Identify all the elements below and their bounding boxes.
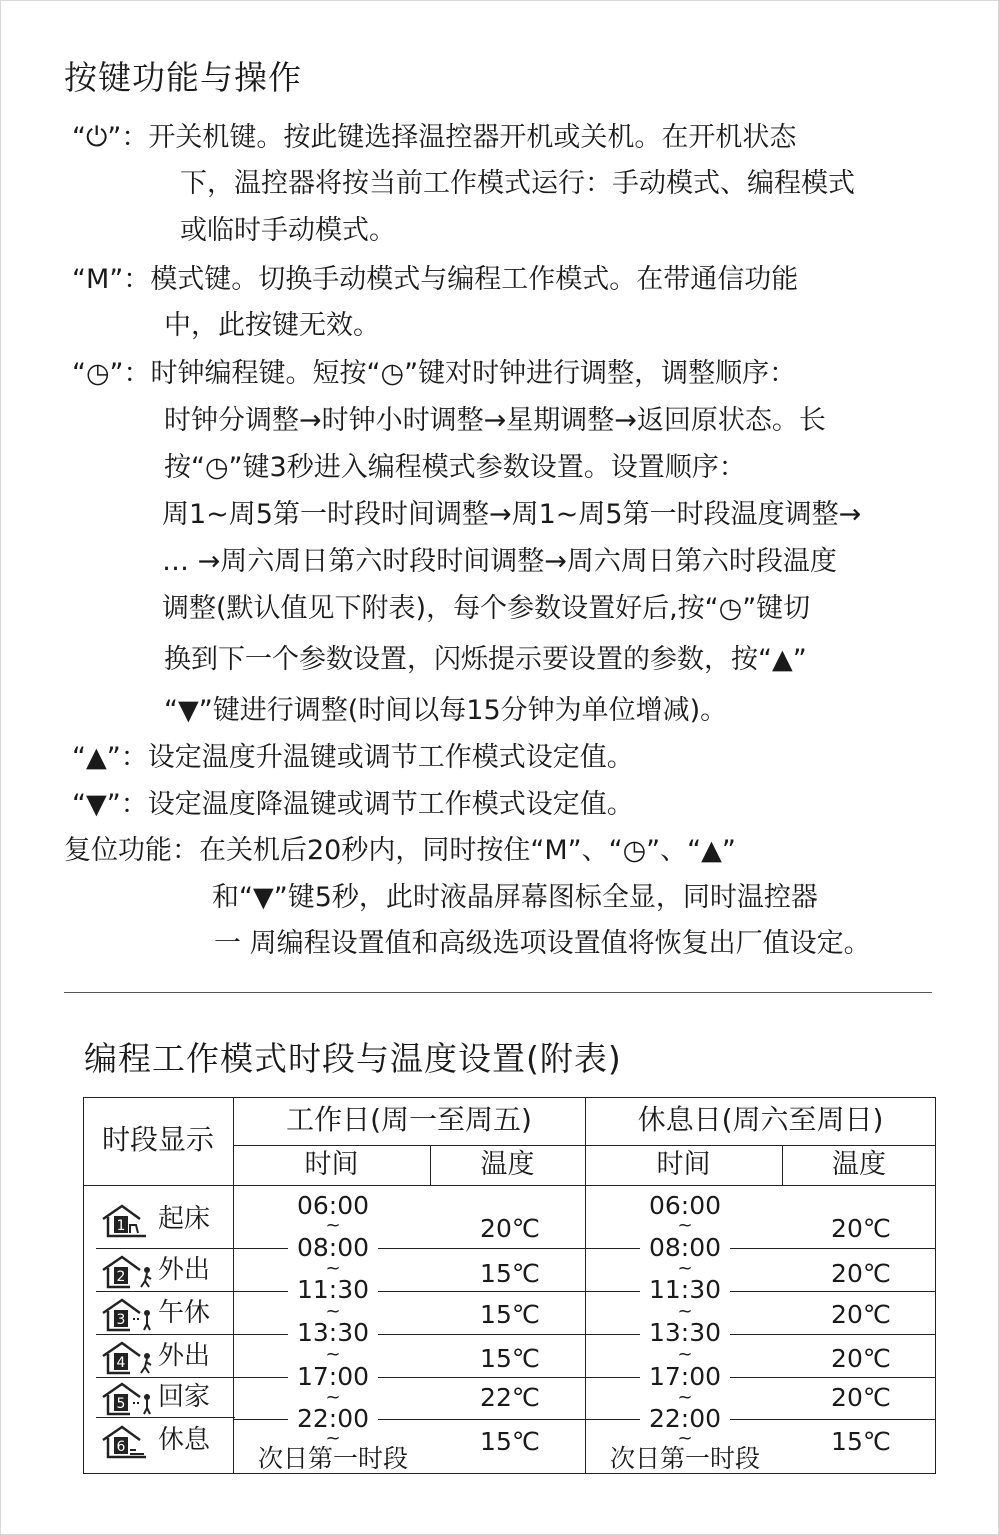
row-line [96,1377,235,1378]
svg-text:4: 4 [116,1355,126,1371]
text-line: 复位功能：在关机后20秒内，同时按住“M”、“◷”、“▲” [64,835,736,866]
row-line [96,1248,235,1249]
text-line: “▼”：设定温度降温键或调节工作模式设定值。 [72,789,634,820]
text-line: 周1~周5第一时段时间调整→周1~周5第一时段温度调整→ [162,499,862,530]
period-label: 休息 [158,1425,211,1455]
period-label: 外出 [158,1255,211,1285]
tilde: ~ [325,1215,341,1236]
period-row-5 [100,1379,230,1417]
workday-temp: 22℃ [480,1383,540,1412]
workday-temp: 20℃ [480,1214,540,1243]
text-line: 按“◷”键3秒进入编程模式参数设置。设置顺序： [164,452,746,483]
house-sleep-icon [100,1424,150,1460]
text-line: 调整(默认值见下附表)，每个参数设置好后,按“◷”键切 [162,593,811,624]
tilde: ~ [677,1301,693,1322]
section-title-keys: 按键功能与操作 [64,58,302,97]
header-workday: 工作日(周一至周五) [286,1103,532,1136]
house-wakeup-icon [100,1203,150,1239]
text-line: 和“▼”键5秒，此时液晶屏幕图标全显，同时温控器 [212,882,818,913]
period-row-6 [100,1422,230,1460]
section-divider [64,992,932,993]
workday-time: 17:00 [296,1362,370,1391]
text-line: 中，此按键无效。 [164,310,380,341]
workday-time: 11:30 [296,1275,370,1304]
restday-time: 次日第一时段 [609,1444,760,1473]
header-restday: 休息日(周六至周日) [637,1103,884,1136]
restday-time: 08:00 [648,1233,722,1262]
table-line [233,1145,936,1146]
row-line [96,1334,235,1335]
restday-temp: 15℃ [831,1427,891,1456]
restday-time: 17:00 [648,1362,722,1391]
text-line: “⏻”：开关机键。按此键选择温控器开机或关机。在开机状态 [72,122,797,153]
restday-temp: 20℃ [831,1300,891,1329]
workday-time: 08:00 [296,1233,370,1262]
workday-temp: 15℃ [480,1259,540,1288]
period-row-4 [100,1338,230,1376]
workday-temp: 15℃ [480,1427,540,1456]
period-label: 外出 [158,1341,211,1371]
tilde: ~ [325,1301,341,1322]
text-line: … →周六周日第六时段时间调整→周六周日第六时段温度 [162,546,837,577]
tilde: ~ [325,1258,341,1279]
period-label: 回家 [158,1382,211,1412]
svg-text:3: 3 [116,1312,126,1328]
text-line: “◷”：时钟编程键。短按“◷”键对时钟进行调整，调整顺序： [72,358,797,389]
period-row-2 [100,1252,230,1290]
tilde: ~ [677,1387,693,1408]
section-title-schedule: 编程工作模式时段与温度设置(附表) [84,1039,622,1078]
text-line: “▲”：设定温度升温键或调节工作模式设定值。 [72,742,634,773]
text-line: 一 周编程设置值和高级选项设置值将恢复出厂值设定。 [214,928,871,959]
restday-time: 06:00 [648,1191,722,1220]
svg-text:6: 6 [116,1439,126,1455]
header-period: 时段显示 [101,1123,214,1156]
svg-text:5: 5 [116,1396,126,1412]
house-return-icon [100,1381,156,1417]
text-line: 下，温控器将按当前工作模式运行：手动模式、编程模式 [180,168,855,199]
tilde: ~ [325,1428,341,1449]
period-row-3 [100,1295,230,1333]
workday-time: 次日第一时段 [257,1444,408,1473]
text-line: 或临时手动模式。 [180,215,396,246]
restday-time: 11:30 [648,1275,722,1304]
house-out-icon [100,1254,156,1290]
house-out-icon [100,1340,156,1376]
workday-temp: 15℃ [480,1300,540,1329]
svg-text:1: 1 [116,1218,126,1234]
tilde: ~ [677,1215,693,1236]
row-line [96,1291,235,1292]
svg-text:2: 2 [116,1269,126,1285]
workday-time: 22:00 [296,1404,370,1433]
tilde: ~ [325,1387,341,1408]
tilde: ~ [677,1258,693,1279]
restday-temp: 20℃ [831,1214,891,1243]
text-line: “M”：模式键。切换手动模式与编程工作模式。在带通信功能 [72,264,799,295]
restday-time: 22:00 [648,1404,722,1433]
restday-time: 13:30 [648,1318,722,1347]
period-label: 起床 [158,1204,211,1234]
tilde: ~ [325,1344,341,1365]
period-label: 午休 [158,1298,211,1328]
text-line: 时钟分调整→时钟小时调整→星期调整→返回原状态。长 [164,405,826,436]
table-line [83,1185,936,1186]
workday-temp: 15℃ [480,1344,540,1373]
restday-temp: 20℃ [831,1344,891,1373]
restday-temp: 20℃ [831,1259,891,1288]
header-workday-time: 时间 [304,1149,359,1180]
header-workday-temp: 温度 [480,1149,535,1180]
header-restday-temp: 温度 [832,1149,886,1180]
header-restday-time: 时间 [656,1149,711,1180]
text-line: “▼”键进行调整(时间以每15分钟为单位增减)。 [164,695,728,726]
tilde: ~ [677,1344,693,1365]
restday-temp: 20℃ [831,1383,891,1412]
row-line [96,1417,235,1418]
tilde: ~ [677,1428,693,1449]
house-return-icon [100,1297,156,1333]
workday-time: 06:00 [296,1191,370,1220]
period-row-1 [100,1201,230,1239]
text-line: 换到下一个参数设置，闪烁提示要设置的参数，按“▲” [164,644,807,675]
workday-time: 13:30 [296,1318,370,1347]
